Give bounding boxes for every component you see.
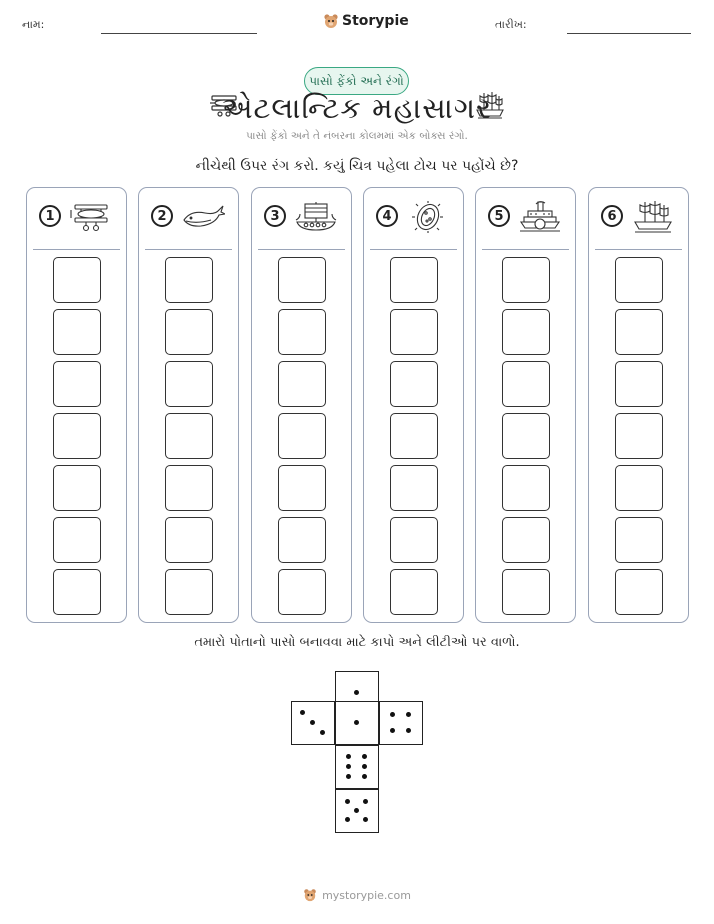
color-box[interactable] [615, 569, 663, 615]
brand-logo [323, 13, 409, 29]
column-number: 1 [39, 205, 61, 227]
sailing-ship-icon [631, 200, 675, 234]
color-box[interactable] [278, 361, 326, 407]
color-box[interactable] [390, 257, 438, 303]
color-box[interactable] [53, 465, 101, 511]
color-box[interactable] [278, 465, 326, 511]
color-box[interactable] [165, 413, 213, 459]
color-box[interactable] [53, 569, 101, 615]
color-box[interactable] [502, 309, 550, 355]
color-box[interactable] [390, 569, 438, 615]
bear-logo-icon [323, 13, 339, 29]
roll-and-color-pill: પાસો ફેંકો અને રંગો [304, 67, 409, 95]
column-2 [138, 187, 239, 623]
cut-instruction: તમારો પોતાનો પાસો બનાવવા માટે કાપો અને લીટીઓ પર વાળો. [194, 635, 520, 650]
color-box[interactable] [390, 309, 438, 355]
date-line[interactable] [567, 33, 691, 34]
color-box[interactable] [278, 517, 326, 563]
column-number: 5 [488, 205, 510, 227]
color-box[interactable] [53, 517, 101, 563]
color-box[interactable] [502, 569, 550, 615]
column-number: 3 [264, 205, 286, 227]
color-box[interactable] [53, 413, 101, 459]
color-box[interactable] [165, 569, 213, 615]
color-box[interactable] [615, 517, 663, 563]
column-1 [26, 187, 127, 623]
page-title: એટલાન્ટિક મહાસાગર [221, 91, 493, 125]
color-box[interactable] [615, 309, 663, 355]
subtitle: પાસો ફેંકો અને તે નંબરના કોલમમાં એક બોક્સ રંગો. [246, 130, 468, 142]
instruction-text: નીચેથી ઉપર રંગ કરો. કયું ચિત્ર પહેલા ટોચ પર પહોંચે છે? [195, 158, 519, 174]
sailing-ship-title-icon [474, 90, 506, 120]
color-box[interactable] [53, 309, 101, 355]
color-box[interactable] [615, 465, 663, 511]
biplane-icon [69, 200, 113, 234]
bear-footer-icon [303, 888, 317, 902]
color-box[interactable] [165, 465, 213, 511]
date-label: તારીખ: [495, 18, 527, 31]
color-box[interactable] [278, 413, 326, 459]
color-box[interactable] [615, 257, 663, 303]
dice-face-lower [335, 745, 379, 789]
color-box[interactable] [502, 413, 550, 459]
column-number: 2 [151, 205, 173, 227]
column-5 [475, 187, 576, 623]
dice-face-right [379, 701, 423, 745]
column-3 [251, 187, 352, 623]
steamboat-icon [518, 200, 562, 234]
brand-name: Storypie [342, 13, 409, 29]
color-box[interactable] [502, 361, 550, 407]
dice-face-bottom [335, 789, 379, 833]
color-box[interactable] [165, 257, 213, 303]
color-box[interactable] [278, 257, 326, 303]
color-box[interactable] [390, 465, 438, 511]
dice-face-left [291, 701, 335, 745]
dice-net [291, 671, 425, 836]
color-box[interactable] [390, 413, 438, 459]
color-box[interactable] [53, 361, 101, 407]
plankton-icon [406, 200, 450, 234]
color-box[interactable] [615, 361, 663, 407]
color-box[interactable] [390, 517, 438, 563]
dice-face-center [335, 701, 379, 745]
color-box[interactable] [502, 465, 550, 511]
name-line[interactable] [101, 33, 257, 34]
color-box[interactable] [165, 517, 213, 563]
footer [0, 888, 714, 902]
color-box[interactable] [278, 569, 326, 615]
color-box[interactable] [53, 257, 101, 303]
column-6 [588, 187, 689, 623]
footer-url[interactable]: mystorypie.com [322, 888, 411, 902]
column-number: 4 [376, 205, 398, 227]
color-box[interactable] [615, 413, 663, 459]
whale-icon [181, 200, 225, 234]
name-label: નામ: [22, 18, 45, 31]
viking-ship-icon [294, 200, 338, 234]
color-box[interactable] [165, 361, 213, 407]
color-box[interactable] [502, 257, 550, 303]
color-box[interactable] [278, 309, 326, 355]
column-4 [363, 187, 464, 623]
column-number: 6 [601, 205, 623, 227]
color-box[interactable] [390, 361, 438, 407]
color-box[interactable] [502, 517, 550, 563]
color-box[interactable] [165, 309, 213, 355]
